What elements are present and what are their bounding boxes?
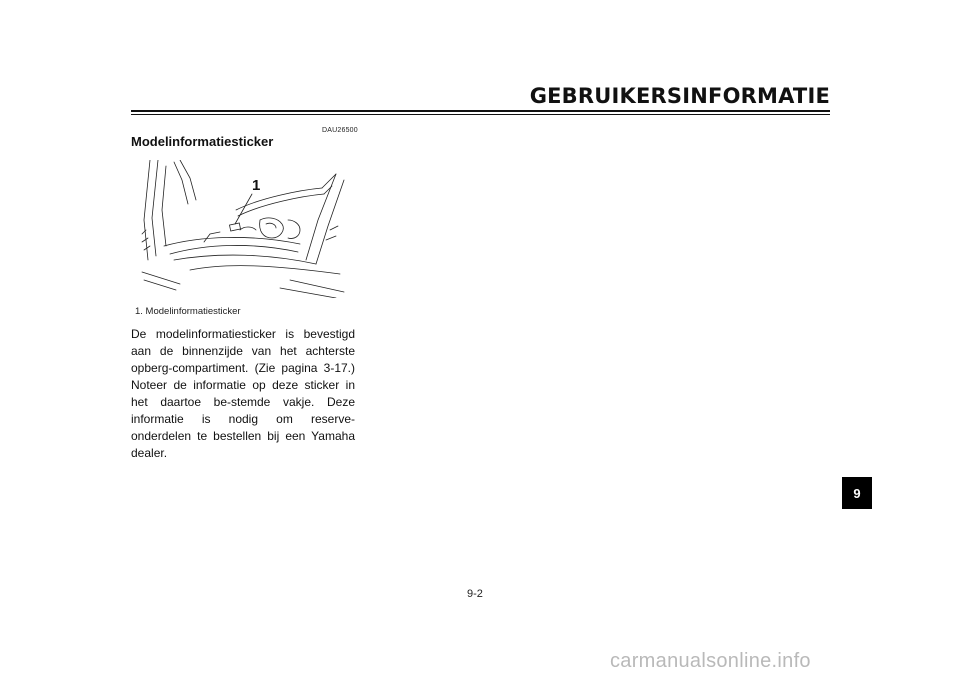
section-code: DAU26500 bbox=[322, 127, 358, 134]
callout-number: 1 bbox=[252, 177, 261, 194]
body-paragraph: De modelinformatiesticker is bevestigd aan de binnenzijde van het achterste opberg-compartiment. (Zie pagina 3-17.) Noteer de informatie op deze sticker in het daartoe be-stemde vakje. Deze informatie is nodig om reserve-onderdelen te bestellen bij een Yamaha dealer. bbox=[131, 327, 355, 460]
header-rule-thin bbox=[131, 114, 830, 115]
section-title: Modelinformatiesticker bbox=[131, 134, 274, 149]
page-number: 9-2 bbox=[467, 588, 483, 600]
header-rule-thick bbox=[131, 110, 830, 112]
watermark: carmanualsonline.info bbox=[610, 650, 811, 672]
storage-compartment-drawing bbox=[140, 160, 350, 298]
sticker-illustration bbox=[140, 160, 350, 298]
page-title: GEBRUIKERSINFORMATIE bbox=[529, 84, 830, 108]
figure-caption: 1. Modelinformatiesticker bbox=[135, 306, 241, 317]
chapter-tab: 9 bbox=[842, 477, 872, 509]
